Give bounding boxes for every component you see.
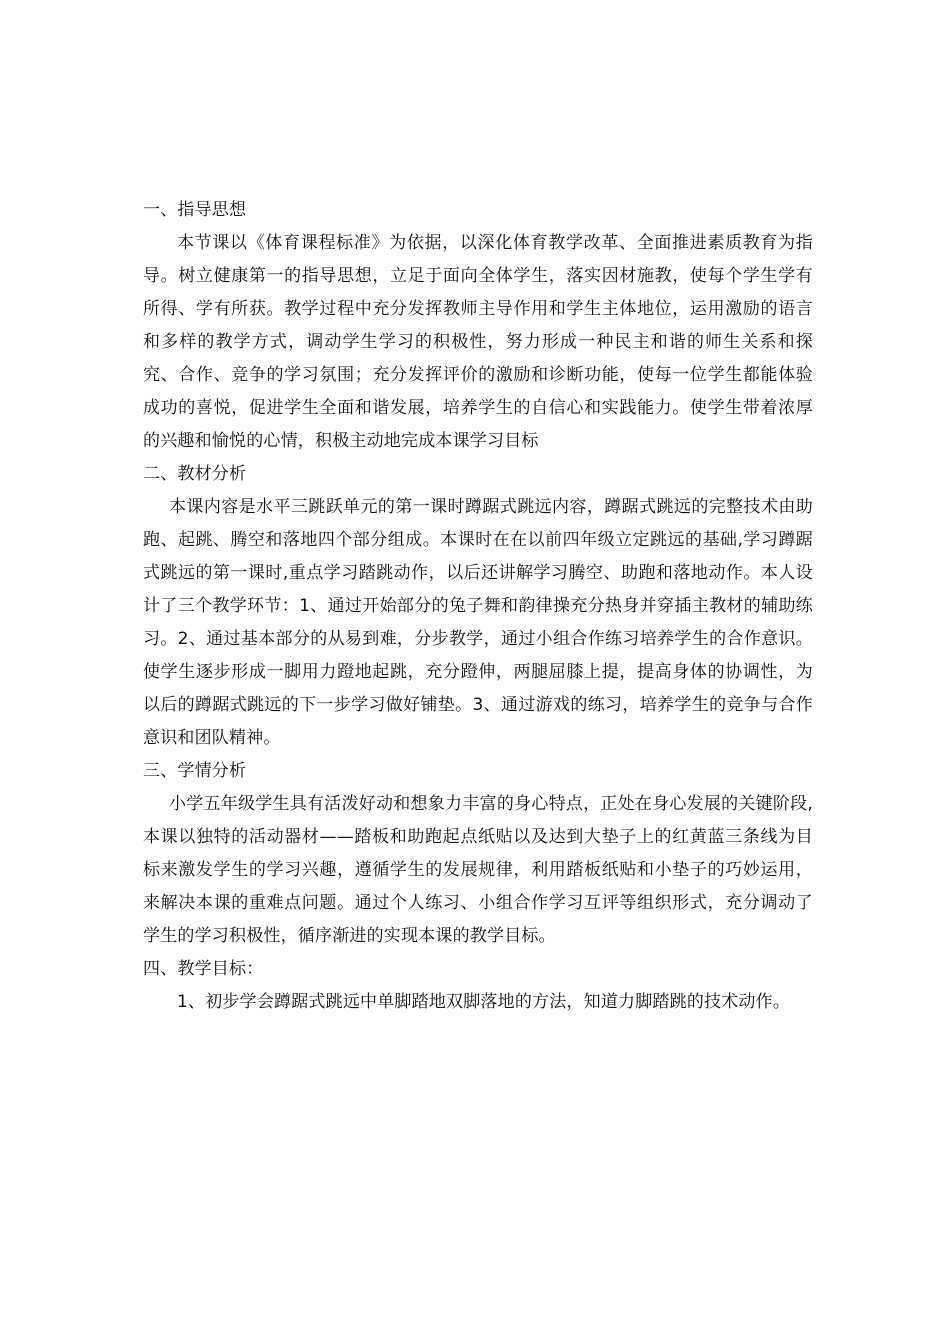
- section-body-teaching-goals: 1、初步学会蹲踞式跳远中单脚踏地双脚落地的方法，知道力脚踏跳的技术动作。: [177, 992, 791, 1012]
- section-heading-student-analysis: 三、学情分析: [143, 761, 247, 781]
- section-body-material-analysis: 本课内容是水平三跳跃单元的第一课时蹲踞式跳远内容，蹲踞式跳远的完整技术由助跑、起跳、腾空和落地四个部分组成。本课时在在以前四年级立定跳远的基础,学习蹲踞式跳远的第一课时,重点学习踏跳动作，以后还讲解学习腾空、助跑和落地动作。本人设计了三个教学环节：1、通过开始部分的兔子舞和韵律操充分热身并穿插主教材的辅助练习。2、通过基本部分的从易到难，分步教学，通过小组合作练习培养学生的合作意识。使学生逐步形成一脚用力蹬地起跳，充分蹬伸，两腿屈膝上提，提高身体的协调性，为以后的蹲踞式跳远的下一步学习做好铺垫。3、通过游戏的练习，培养学生的竞争与合作意识和团队精神。: [143, 497, 813, 748]
- section-body-student-analysis: 小学五年级学生具有活泼好动和想象力丰富的身心特点，正处在身心发展的关键阶段,本课以独特的活动器材——踏板和助跑起点纸贴以及达到大垫子上的红黄蓝三条线为目标来激发学生的学习兴趣，遵循学生的发展规律，利用踏板纸贴和小垫子的巧妙运用，来解决本课的重难点问题。通过个人练习、小组合作学习互评等组织形式，充分调动了学生的学习积极性，循序渐进的实现本课的教学目标。: [143, 794, 813, 946]
- document-body: [143, 194, 813, 1019]
- section-heading-teaching-goals: 四、教学目标：: [143, 959, 264, 979]
- section-heading-guiding-ideology: 一、指导思想: [143, 200, 247, 220]
- section-heading-material-analysis: 二、教材分析: [143, 464, 247, 484]
- section-body-guiding-ideology: 本节课以《体育课程标准》为依据，以深化体育教学改革、全面推进素质教育为指导。树立健康第一的指导思想，立足于面向全体学生，落实因材施教，使每个学生学有所得、学有所获。教学过程中充分发挥教师主导作用和学生主体地位，运用激励的语言和多样的教学方式，调动学生学习的积极性，努力形成一种民主和谐的师生关系和探究、合作、竞争的学习氛围；充分发挥评价的激励和诊断功能，使每一位学生都能体验成功的喜悦，促进学生全面和谐发展，培养学生的自信心和实践能力。使学生带着浓厚的兴趣和愉悦的心情，积极主动地完成本课学习目标: [143, 233, 813, 451]
